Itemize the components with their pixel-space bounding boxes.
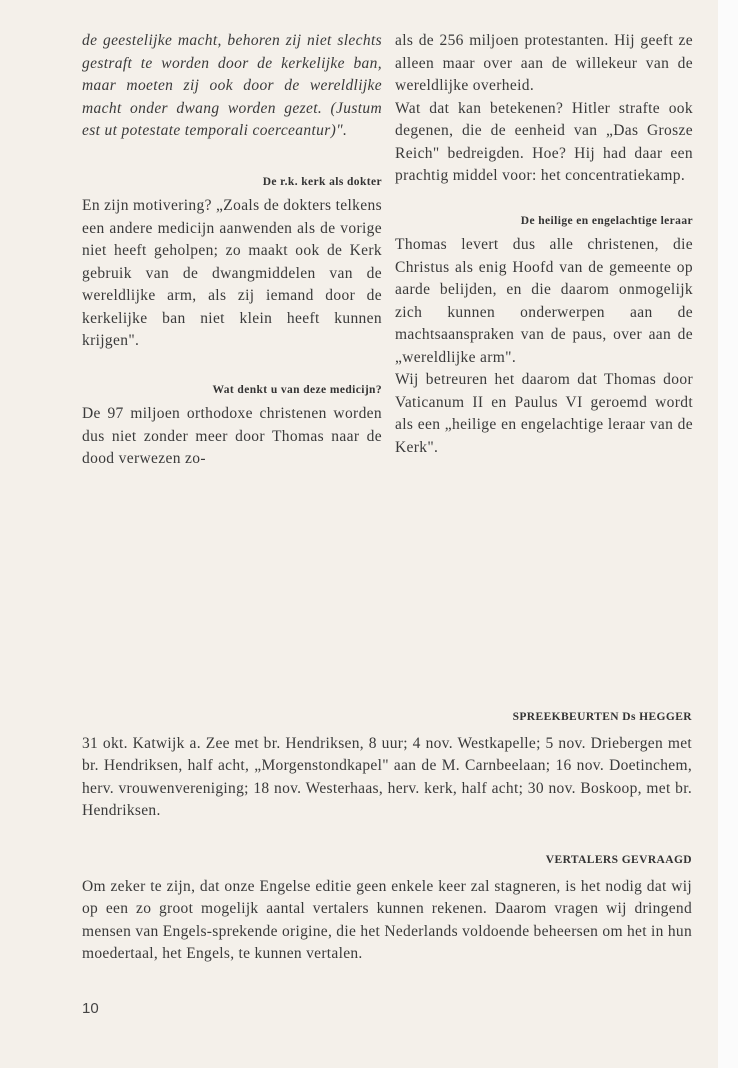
right-para-hitler: Wat dat kan betekenen? Hitler strafte ook degenen, die de eenheid van „Das Grosze Reich" bedreigden. Hoe? Hij had daar een prachtig middel voor: het concentratiekamp. [395,99,693,184]
section-heading-leraar: De heilige en engelachtige leraar [520,214,693,227]
vertalers-text: Om zeker te zijn, dat onze Engelse editie geen enkele keer zal stagneren, is het nodig dat wij op een zo groot mogelijk aantal vertalers kunnen rekenen. Daarom vragen wij dringend mensen van Engels-sprekende origine, die het Nederlands voldoende beheersen om het in hun moedertaal, het Engels, te kunnen vertalen. [82,877,692,962]
right-para-thomas: Thomas levert dus alle christenen, die Christus als enig Hoofd van de gemeente op aarde belijden, en die daarom onmogelijk zich kunnen onderwerpen aan de machtsaanspraken van de paus, over aan de „wereldlijke arm". [395,236,693,366]
section-text-dokter: En zijn motivering? „Zoals de dokters telkens een andere medicijn aanwenden als de vorige niet heeft geholpen; zo maakt ook de Kerk gebruik van de dwangmiddelen van de wereldlijke arm, als zij iemand door de kerkelijke ban niet klein heeft kunnen krijgen". [82,197,382,349]
spreekbeurten-heading: SPREEKBEURTEN Ds HEGGER [512,711,692,723]
spreekbeurten-section [82,706,692,823]
page-edge [718,0,738,1068]
vertalers-heading: VERTALERS GEVRAAGD [545,854,692,866]
left-column [82,30,382,471]
intro-quote: de geestelijke macht, behoren zij niet slechts gestraft te worden door de kerkelijke ban, maar moeten zij ook door de wereldlijke macht onder dwang worden gezet. (Justum est ut potestate temporali coerceantur)". [82,32,382,139]
section-heading-dokter: De r.k. kerk als dokter [262,175,382,188]
right-column [395,30,693,459]
section-text-medicijn: De 97 miljoen orthodoxe christenen worden dus niet zonder meer door Thomas naar de dood verwezen zo- [82,405,382,467]
section-heading-medicijn: Wat denkt u van deze medicijn? [212,383,382,396]
vertalers-section [82,849,692,966]
right-para-protestanten: als de 256 miljoen protestanten. Hij geeft ze alleen maar over aan de willekeur van de wereldlijke overheid. [395,32,693,94]
spreekbeurten-text: 31 okt. Katwijk a. Zee met br. Hendriksen, 8 uur; 4 nov. Westkapelle; 5 nov. Driebergen met br. Hendriksen, half acht, „Morgenstondkapel" aan de M. Carnbeelaan; 16 nov. Doetinchem, herv. vrouwenvereniging; 18 nov. Westerhaas, herv. kerk, half acht; 30 nov. Boskoop, met br. Hendriksen. [82,734,692,819]
page-number: 10 [82,1000,99,1017]
right-para-betreuren: Wij betreuren het daarom dat Thomas door Vaticanum II en Paulus VI geroemd wordt als een „heilige en engelachtige leraar van de Kerk". [395,371,693,456]
